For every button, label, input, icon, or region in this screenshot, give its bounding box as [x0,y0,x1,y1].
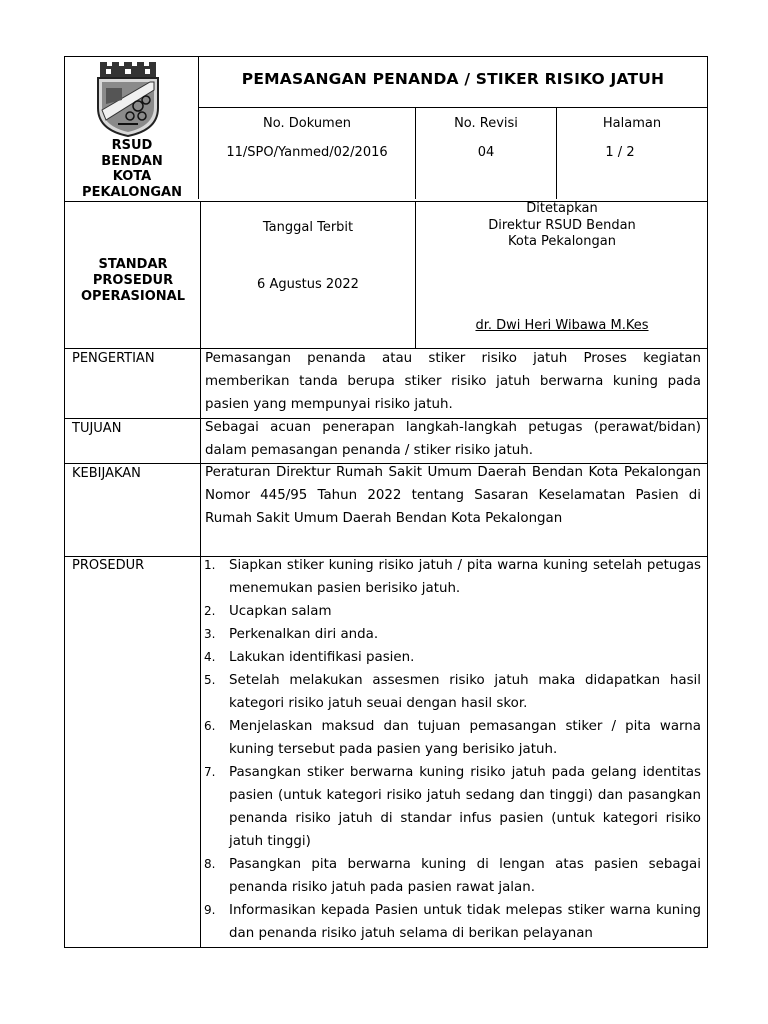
revision-label: No. Revisi [454,116,518,131]
title-divider [198,107,708,108]
prosedur-step [204,600,701,623]
pengertian-text: Pemasangan penanda atau stiker risiko jatuh Proses kegiatan memberikan tanda berupa stiker risiko jatuh berwarna kuning pada pasien yang mempunyai risiko jatuh. [205,351,701,412]
revision-number: 04 [477,145,495,160]
sop-label-line: STANDAR [98,257,168,272]
step-number: 5. [204,673,216,687]
kebijakan-text: Peraturan Direktur Rumah Sakit Umum Daerah Bendan Kota Pekalongan Nomor 445/95 Tahun 2022 tentang Sasaran Keselamatan Pasien di Rumah Sakit Umum Daerah Bendan Kota Pekalongan [205,465,701,526]
step-text: Informasikan kepada Pasien untuk tidak melepas stiker warna kuning dan penanda risiko jatuh selama di berikan pelayanan [229,903,701,941]
step-text: Perkenalkan diri anda. [229,627,379,642]
prosedur-step [204,646,701,669]
approval-block [416,201,708,251]
signatory-name: dr. Dwi Heri Wibawa M.Kes [475,318,649,333]
kebijakan-label: KEBIJAKAN [72,466,141,481]
step-number: 7. [204,765,216,779]
tujuan-label: TUJUAN [72,421,122,436]
issued-date: 6 Agustus 2022 [257,277,359,292]
prosedur-step [204,899,701,945]
step-number: 2. [204,604,216,618]
table-border-right [707,56,708,948]
prosedur-list [204,554,701,945]
step-number: 4. [204,650,216,664]
org-line: RSUD [111,138,153,153]
table-border-bottom [64,947,708,948]
prosedur-step [204,669,701,715]
document-title: PEMASANGAN PENANDA / STIKER RISIKO JATUH [241,70,665,88]
page-label: Halaman [602,116,662,131]
table-border-left [64,56,65,948]
prosedur-step [204,554,701,600]
step-text: Setelah melakukan assesmen risiko jatuh maka didapatkan hasil kategori risiko jatuh seuai dengan hasil skor. [229,673,701,711]
issued-label: Tanggal Terbit [262,220,354,235]
step-number: 1. [204,558,216,572]
org-name [66,138,198,200]
sop-label-line: OPERASIONAL [80,289,185,304]
approver-title: Direktur RSUD Bendan [488,217,636,233]
step-text: Menjelaskan maksud dan tujuan pemasangan stiker / pita warna kuning tersebut pada pasien yang berisiko jatuh. [229,719,701,757]
org-line: KOTA [112,169,152,184]
hospital-logo [92,60,164,138]
sop-label-line: PROSEDUR [92,273,174,288]
step-text: Pasangkan stiker berwarna kuning risiko jatuh pada gelang identitas pasien (untuk kategori risiko jatuh sedang dan tinggi) dan pasangkan penanda risiko jatuh di standar infus pasien (untuk kategori risiko jatuh tinggi) [229,765,701,849]
org-line: BENDAN [101,153,163,169]
prosedur-step [204,761,701,853]
tujuan-text: Sebagai acuan penerapan langkah-langkah petugas (perawat/bidan) dalam pemasangan penanda / stiker risiko jatuh. [205,420,701,458]
pengertian-label: PENGERTIAN [72,351,155,366]
doc-number: 11/SPO/Yanmed/02/2016 [226,145,388,160]
prosedur-step [204,853,701,899]
sop-label [66,257,200,305]
step-text: Ucapkan salam [229,604,332,619]
step-text: Siapkan stiker kuning risiko jatuh / pita warna kuning setelah petugas menemukan pasien berisiko jatuh. [229,558,701,596]
step-text: Pasangkan pita berwarna kuning di lengan atas pasien sebagai penanda risiko jatuh pada pasien rawat jalan. [229,857,701,895]
prosedur-step [204,623,701,646]
prosedur-step [204,715,701,761]
doc-number-label: No. Dokumen [263,116,351,131]
prosedur-label: PROSEDUR [72,558,145,573]
step-text: Lakukan identifikasi pasien. [229,650,415,665]
step-number: 6. [204,719,216,733]
step-number: 9. [204,903,216,917]
label-col-divider [200,201,201,948]
table-border-top [64,56,708,57]
org-line: PEKALONGAN [82,184,182,200]
approver-org: Kota Pekalongan [508,234,616,249]
page-number: 1 / 2 [605,145,635,160]
approved-label: Ditetapkan [526,201,598,216]
step-number: 3. [204,627,216,641]
step-number: 8. [204,857,216,871]
